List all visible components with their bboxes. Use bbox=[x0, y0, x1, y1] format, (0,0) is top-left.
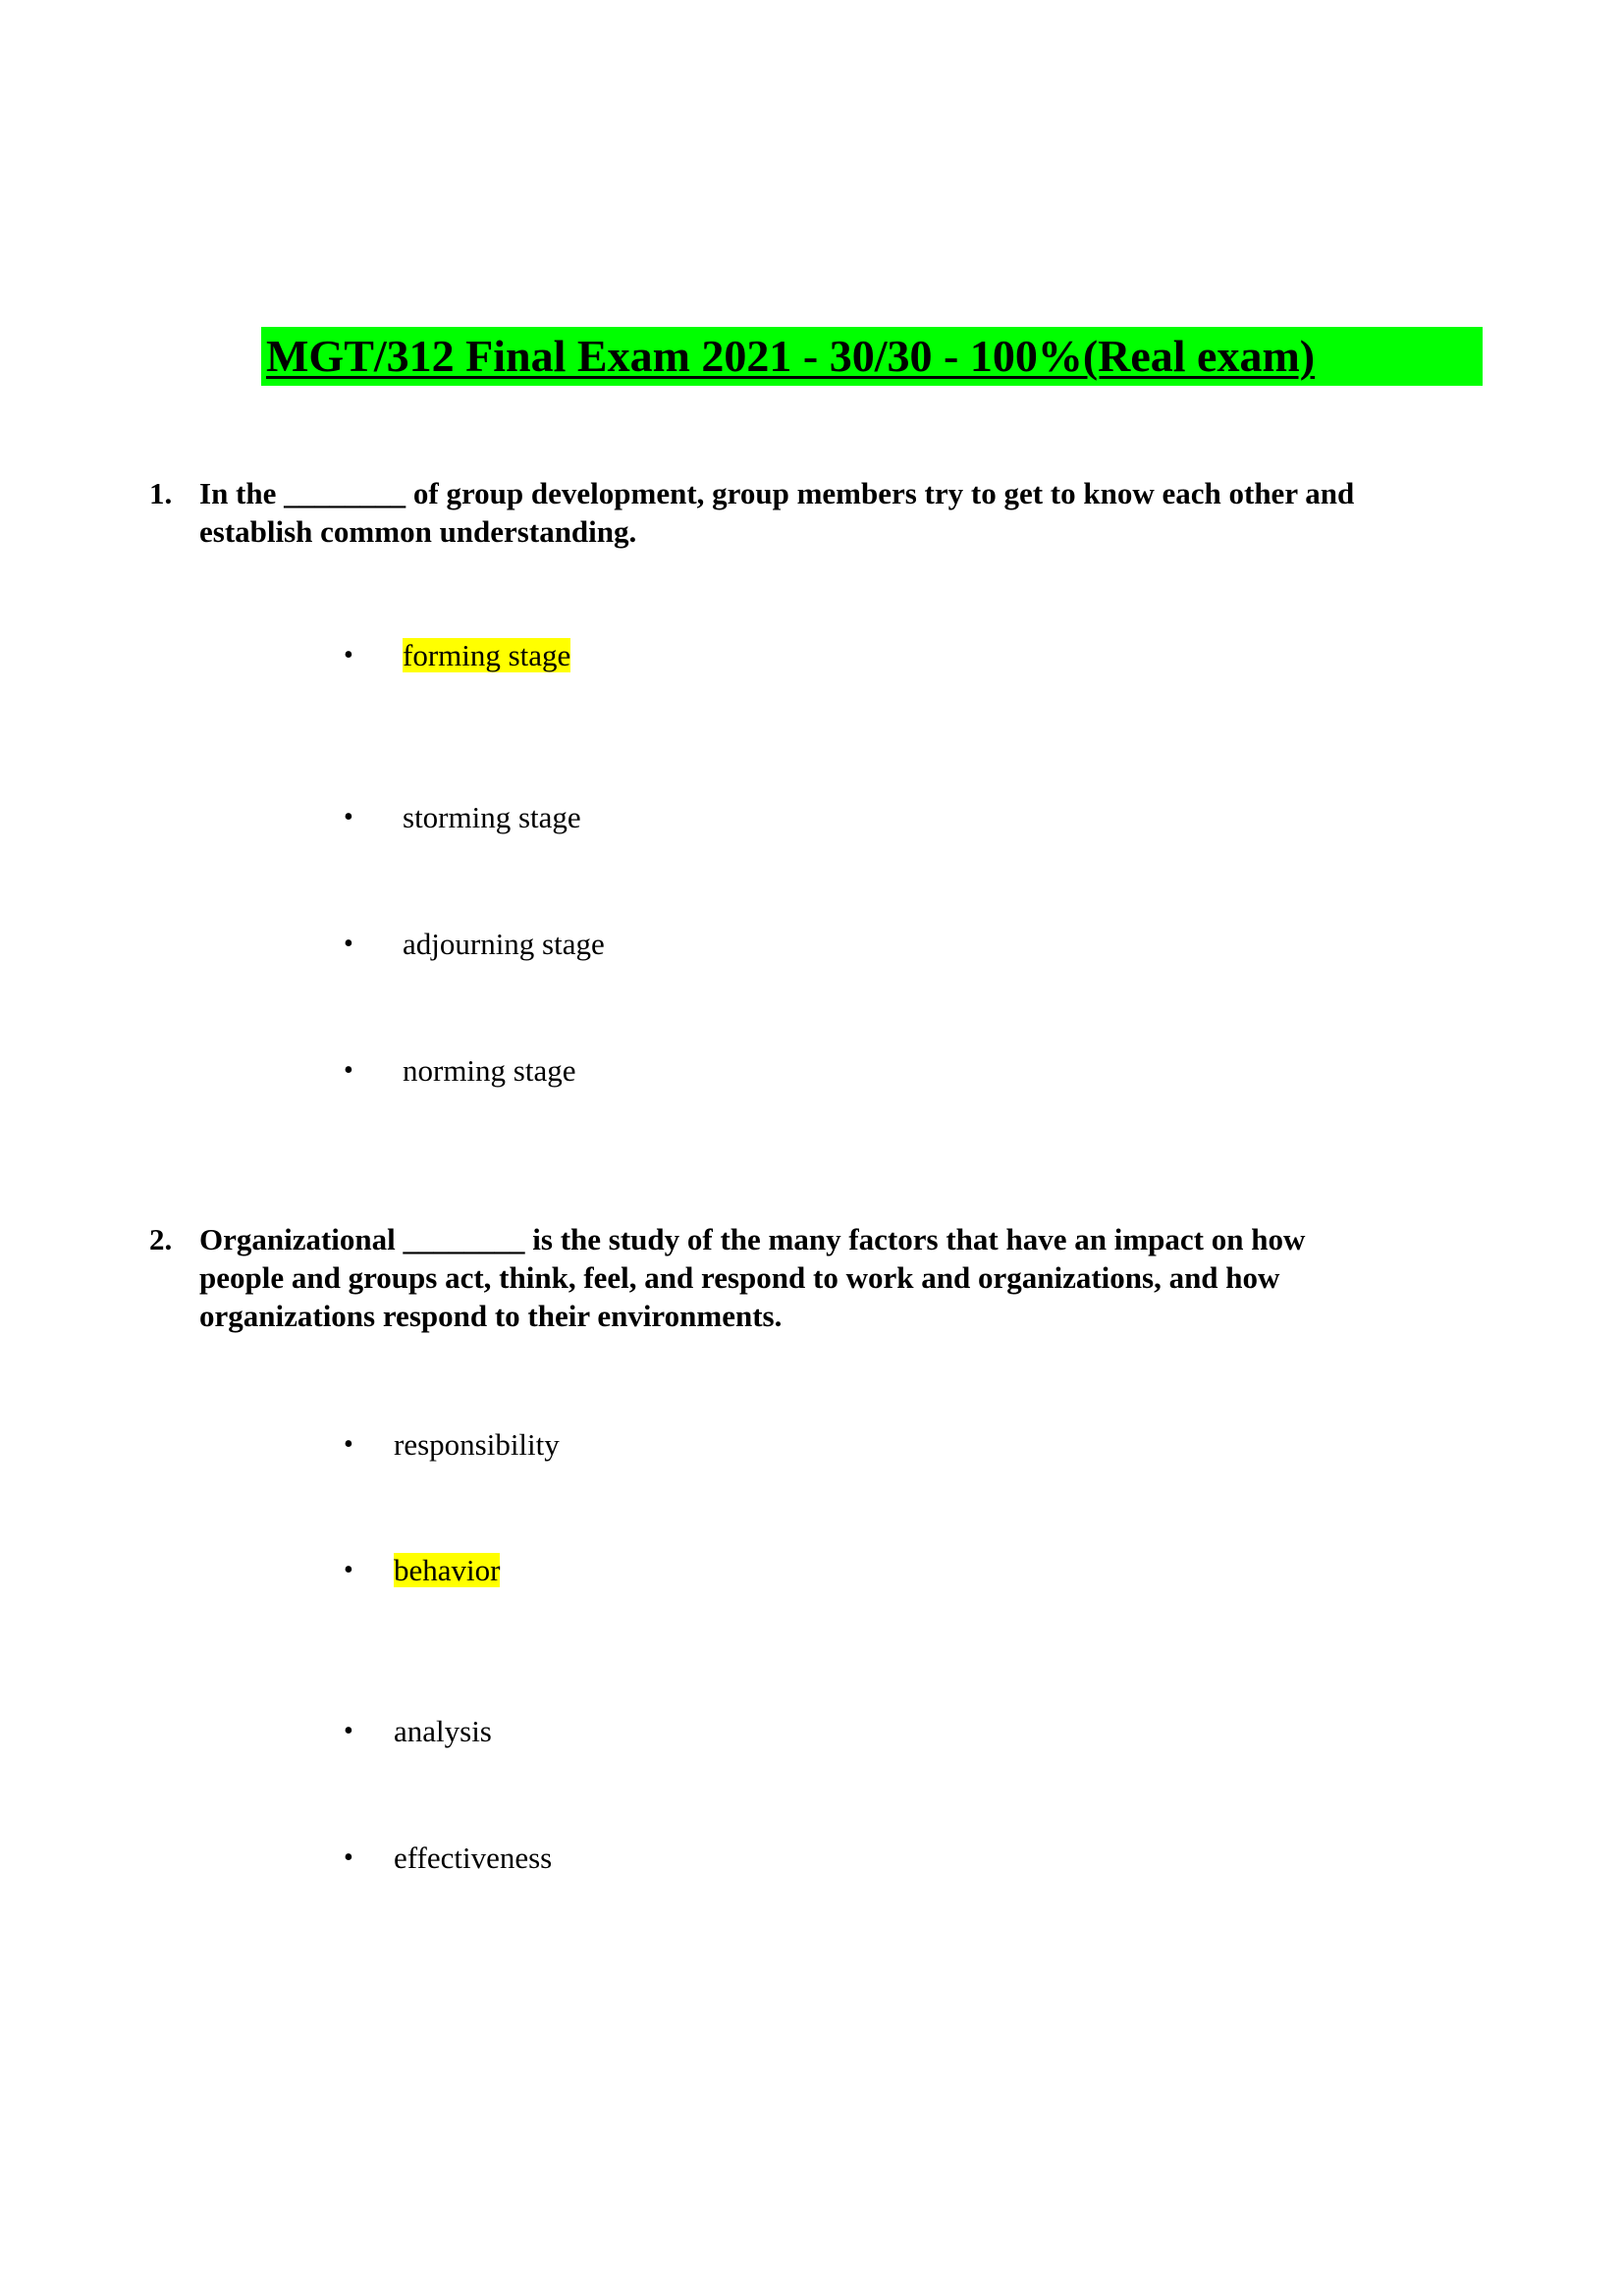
question-2-text bbox=[199, 1220, 1476, 1335]
bullet-icon: • bbox=[344, 929, 353, 959]
q1-option-1-label: forming stage bbox=[403, 638, 571, 672]
question-2-number: 2. bbox=[149, 1222, 173, 1256]
question-2-line-1: Organizational ________ is the study of the many factors that have an impact on how bbox=[199, 1222, 1306, 1256]
q1-option-2: storming stage bbox=[403, 800, 581, 834]
question-1-line-2: establish common understanding. bbox=[199, 514, 637, 549]
page-title: MGT/312 Final Exam 2021 - 30/30 - 100%(Real exam) bbox=[266, 331, 1316, 381]
bullet-icon: • bbox=[344, 640, 353, 670]
bullet-icon: • bbox=[344, 1716, 353, 1746]
bullet-icon: • bbox=[344, 802, 353, 832]
question-1-line-1: In the ________ of group development, group members try to get to know each other and bbox=[199, 476, 1355, 510]
q2-option-2 bbox=[394, 1551, 500, 1590]
q1-option-3: adjourning stage bbox=[403, 927, 605, 961]
q2-option-4: effectiveness bbox=[394, 1841, 553, 1875]
q2-option-2-label: behavior bbox=[394, 1553, 501, 1587]
question-2-line-2: people and groups act, think, feel, and respond to work and organizations, and how bbox=[199, 1260, 1280, 1295]
question-2-line-3: organizations respond to their environments. bbox=[199, 1299, 783, 1333]
bullet-icon: • bbox=[344, 1842, 353, 1873]
bullet-icon: • bbox=[344, 1429, 353, 1460]
bullet-icon: • bbox=[344, 1555, 353, 1585]
q1-option-4: norming stage bbox=[403, 1053, 576, 1088]
q2-option-3: analysis bbox=[394, 1714, 492, 1748]
question-1-text bbox=[199, 474, 1476, 551]
q1-option-1 bbox=[403, 636, 570, 675]
bullet-icon: • bbox=[344, 1055, 353, 1086]
question-1-number: 1. bbox=[149, 476, 173, 510]
q2-option-1: responsibility bbox=[394, 1427, 560, 1462]
